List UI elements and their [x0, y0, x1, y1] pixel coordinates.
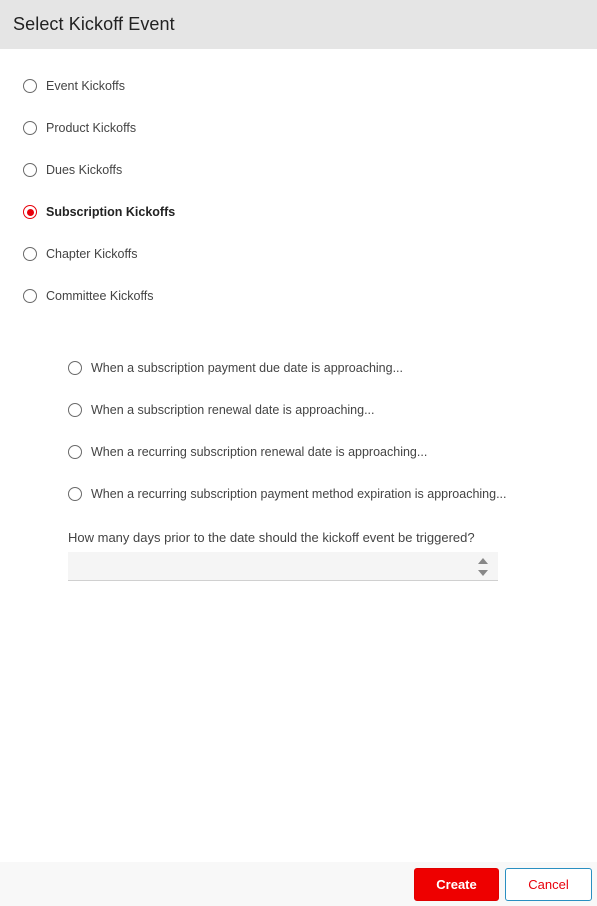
- days-prior-label: How many days prior to the date should the kickoff event be triggered?: [68, 530, 475, 545]
- kickoff-option-committee[interactable]: [23, 286, 175, 306]
- radio-checked-icon[interactable]: [23, 205, 37, 219]
- days-prior-input[interactable]: [68, 552, 498, 581]
- kickoff-option-dues[interactable]: [23, 160, 175, 180]
- kickoff-option-event[interactable]: [23, 76, 175, 96]
- trigger-option-payment-due[interactable]: [68, 358, 507, 378]
- create-button[interactable]: Create: [414, 868, 499, 901]
- trigger-option-label: When a recurring subscription payment method expiration is approaching...: [91, 487, 507, 501]
- radio-icon[interactable]: [68, 361, 82, 375]
- kickoff-option-chapter[interactable]: [23, 244, 175, 264]
- dialog-footer: [0, 862, 597, 906]
- radio-icon[interactable]: [23, 79, 37, 93]
- caret-up-icon[interactable]: [478, 558, 488, 564]
- trigger-option-label: When a recurring subscription renewal date is approaching...: [91, 445, 428, 459]
- kickoff-option-product[interactable]: [23, 118, 175, 138]
- radio-icon[interactable]: [23, 289, 37, 303]
- kickoff-option-label: Event Kickoffs: [46, 79, 125, 93]
- radio-icon[interactable]: [68, 403, 82, 417]
- trigger-option-renewal[interactable]: [68, 400, 507, 420]
- kickoff-type-list: [23, 76, 175, 328]
- radio-icon[interactable]: [23, 163, 37, 177]
- caret-down-icon[interactable]: [478, 570, 488, 576]
- radio-icon[interactable]: [68, 445, 82, 459]
- cancel-button[interactable]: Cancel: [505, 868, 592, 901]
- dialog-title: Select Kickoff Event: [13, 14, 175, 34]
- trigger-option-payment-method-expiration[interactable]: [68, 484, 507, 504]
- kickoff-option-label: Chapter Kickoffs: [46, 247, 138, 261]
- trigger-option-label: When a subscription payment due date is approaching...: [91, 361, 403, 375]
- kickoff-option-label: Subscription Kickoffs: [46, 205, 176, 219]
- radio-icon[interactable]: [68, 487, 82, 501]
- dialog-header: [0, 0, 597, 49]
- trigger-option-recurring-renewal[interactable]: [68, 442, 507, 462]
- trigger-option-label: When a subscription renewal date is approaching...: [91, 403, 375, 417]
- subscription-trigger-list: [68, 358, 507, 526]
- radio-icon[interactable]: [23, 121, 37, 135]
- kickoff-option-label: Dues Kickoffs: [46, 163, 123, 177]
- kickoff-option-subscription[interactable]: [23, 202, 175, 222]
- radio-icon[interactable]: [23, 247, 37, 261]
- kickoff-option-label: Committee Kickoffs: [46, 289, 154, 303]
- days-prior-section: [68, 530, 498, 581]
- kickoff-option-label: Product Kickoffs: [46, 121, 137, 135]
- number-spinner[interactable]: [478, 558, 488, 576]
